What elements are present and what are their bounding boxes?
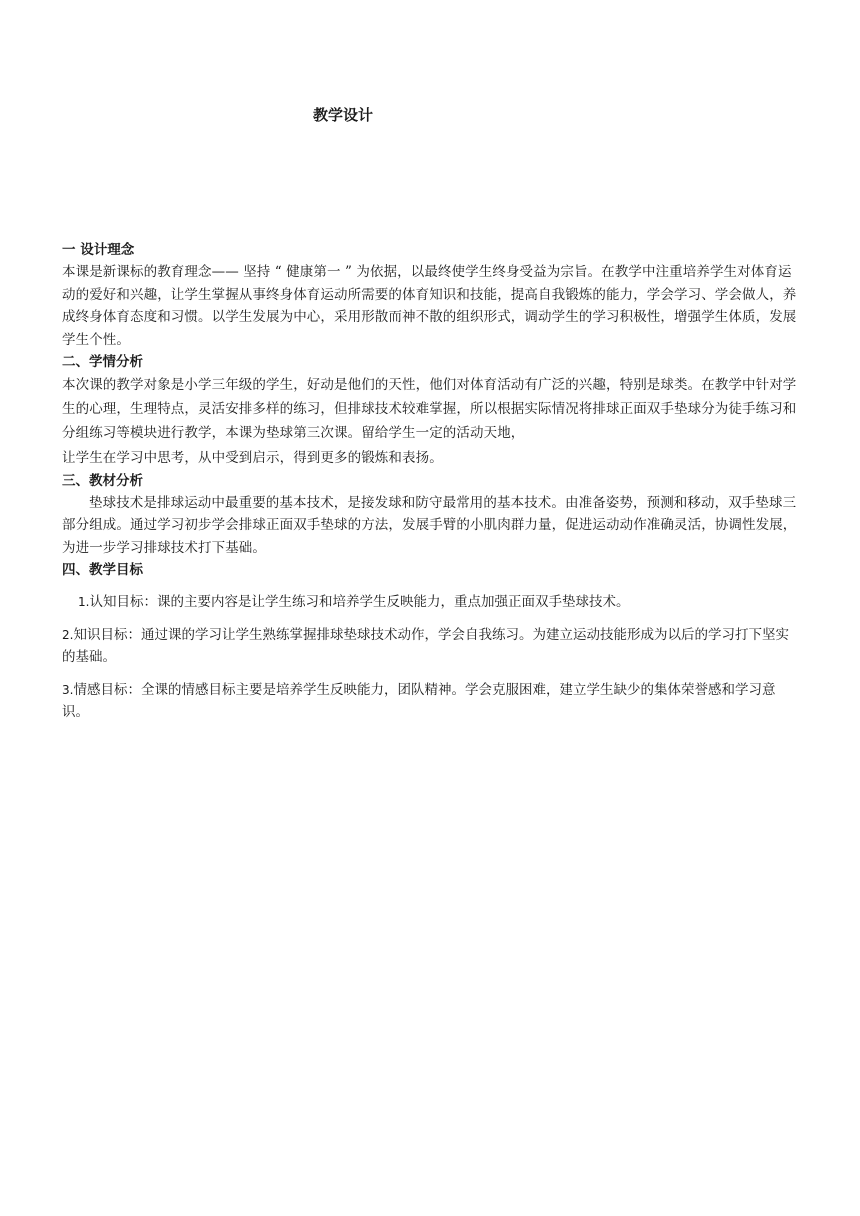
section-heading: 四、教学目标: [62, 562, 143, 578]
section-teaching-goals: [62, 559, 802, 724]
section-heading: 一 设计理念: [62, 242, 135, 258]
section-paragraph: 本次课的教学对象是小学三年级的学生，好动是他们的天性，他们对体育活动有广泛的兴趣，特别是球类。在教学中针对学生的心理，生理特点，灵活安排多样的练习，但排球技术较难掌握，所以根据实际情况将排球正面双手垫球分为徒手练习和分组练习等模块进行教学，本课为垫球第三次课。留给学生一定的活动天地，: [62, 377, 797, 441]
goal-item-cognitive: [62, 591, 802, 614]
goal-number: 3.: [62, 682, 74, 697]
goal-number: 2.: [62, 627, 74, 642]
section-design-concept: [62, 239, 802, 351]
goal-text: 知识目标：通过课的学习让学生熟练掌握排球垫球技术动作，学会自我练习。为建立运动技能形成为以后的学习打下坚实的基础。: [62, 626, 789, 665]
document-title: 教学设计: [313, 106, 374, 124]
goal-item-knowledge: [62, 624, 802, 669]
goal-text: 认知目标：课的主要内容是让学生练习和培养学生反映能力，重点加强正面双手垫球技术。: [89, 594, 630, 610]
section-heading: 三、教材分析: [62, 472, 143, 489]
section-material-analysis: [62, 470, 802, 560]
section-paragraph: 本课是新课标的教育理念—— 坚持 “ 健康第一 ” 为依据，以最终使学生终身受益为宗旨。在教学中注重培养学生对体育运动的爱好和兴趣，让学生掌握从事终身体育运动所需要的体育知识和技能，提高自我锻炼的能力，学会学习、学会做人，养成终身体育态度和习惯。以学生发展为中心，采用形散而神不散的组织形式，调动学生的学习积极性，增强学生体质，发展学生个性。: [62, 264, 797, 348]
section-paragraph: 让学生在学习中思考，从中受到启示，得到更多的锻炼和表扬。: [62, 450, 443, 466]
section-heading: 二、学情分析: [62, 354, 143, 370]
goal-text: 情感目标：全课的情感目标主要是培养学生反映能力，团队精神。学会克服困难，建立学生缺少的集体荣誉感和学习意识。: [62, 681, 776, 720]
goal-number: 1.: [78, 595, 90, 609]
goal-item-affective: [62, 679, 802, 724]
section-learner-analysis: [62, 351, 802, 470]
section-paragraph: 垫球技术是排球运动中最重要的基本技术，是接发球和防守最常用的基本技术。由准备姿势，预测和移动，双手垫球三部分组成。通过学习初步学会排球正面双手垫球的方法，发展手臂的小肌肉群力量，促进运动动作准确灵活，协调性发展，为进一步学习排球技术打下基础。: [62, 494, 797, 556]
document-body: [62, 239, 802, 724]
